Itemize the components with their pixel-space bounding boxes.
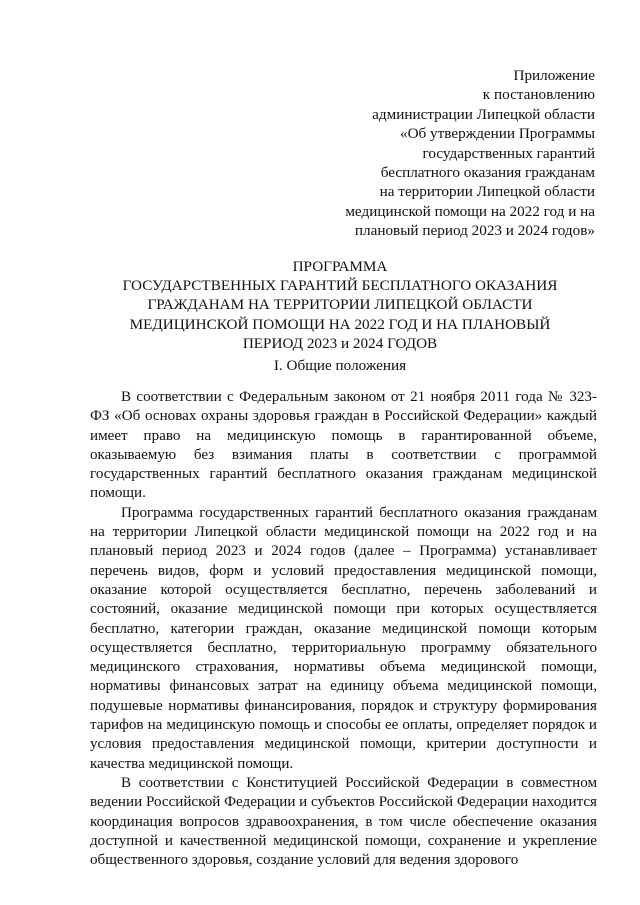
appendix-header (345, 66, 595, 241)
section-heading: I. Общие положения (273, 357, 407, 374)
appendix-line: Приложение (513, 67, 595, 84)
body-paragraph: Программа государственных гарантий бесплатного оказания гражданам на территории Липецкой области медицинской помощи на 2022 год и на плановый период 2023 и 2024 годов (далее – Программа) устанавливает перечень видов, форм и условий предоставления медицинской помощи, оказание которой осуществляется бесплатно, перечень заболеваний и состояний, оказание медицинской помощи при которых осуществляется бесплатно, категории граждан, оказание медицинской помощи которым осуществляется бесплатно, территориальную программу обязательного медицинского страхования, нормативы объема медицинской помощи, нормативы финансовых затрат на единицу объема медицинской помощи, подушевые нормативы финансирования, порядок и структуру формирования тарифов на медицинскую помощь и способы ее оплаты, определяет порядок и условия предоставления медицинской помощи, критерии доступности и качества медицинской помощи. (90, 504, 597, 772)
appendix-line: медицинской помощи на 2022 год и на (345, 202, 595, 220)
title-line: МЕДИЦИНСКОЙ ПОМОЩИ НА 2022 ГОД И НА ПЛАНОВЫЙ (129, 315, 551, 333)
appendix-line: администрации Липецкой области (372, 105, 595, 123)
appendix-line: бесплатного оказания гражданам (380, 164, 595, 182)
title-line: ПРОГРАММА (292, 258, 388, 275)
appendix-line: «Об утверждении Программы (399, 125, 595, 143)
appendix-line: плановый период 2023 и 2024 годов» (354, 222, 595, 240)
document-title (90, 257, 590, 353)
body-paragraph: В соответствии с Конституцией Российской Федерации в совместном ведении Российской Федерации и субъектов Российской Федерации находится координация вопросов здравоохранения, в том числе обеспечение оказания доступной и качественной медицинской помощи, сохранение и укрепление общественного здоровья, создание условий для ведения здорового (90, 774, 597, 869)
appendix-line: на территории Липецкой области (379, 183, 595, 201)
title-line: ПЕРИОД 2023 и 2024 ГОДОВ (242, 334, 438, 352)
document-body (90, 388, 597, 870)
title-line: ГРАЖДАНАМ НА ТЕРРИТОРИИ ЛИПЕЦКОЙ ОБЛАСТИ (147, 296, 533, 314)
appendix-line: государственных гарантий (422, 144, 595, 162)
appendix-line: к постановлению (482, 86, 595, 104)
body-paragraph: В соответствии с Федеральным законом от 21 ноября 2011 года № 323-ФЗ «Об основах охраны здоровья граждан в Российской Федерации» каждый имеет право на медицинскую помощь в гарантированной объеме, оказываемую без взимания платы в соответствии с программой государственных гарантий бесплатного оказания гражданам медицинской помощи. (90, 389, 597, 502)
title-line: ГОСУДАРСТВЕННЫХ ГАРАНТИЙ БЕСПЛАТНОГО ОКАЗАНИЯ (122, 277, 558, 295)
